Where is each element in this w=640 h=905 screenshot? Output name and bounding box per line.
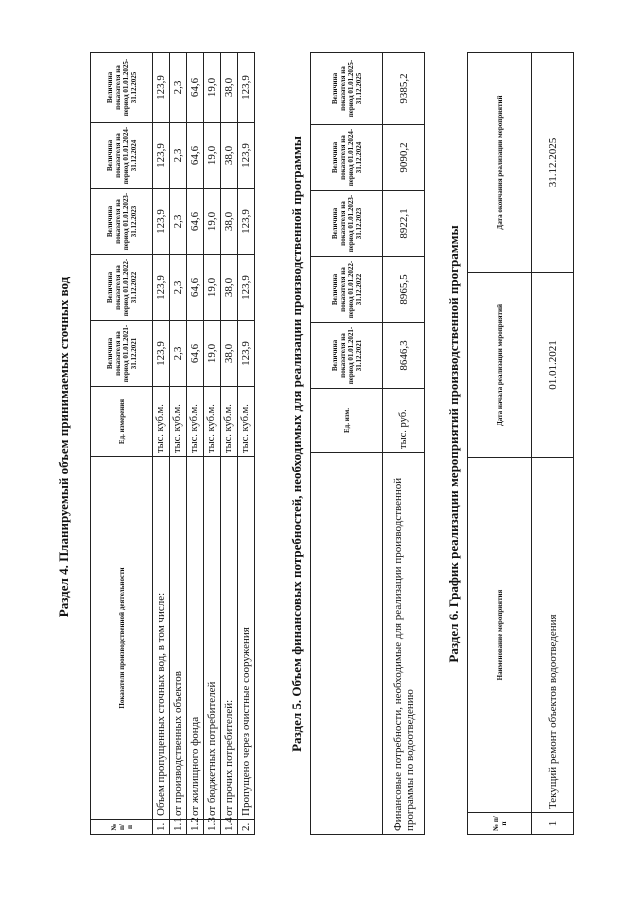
row-value: 9385,2 [383,53,425,125]
row-value: 123,9 [238,53,255,123]
row-value: 2,3 [170,255,187,321]
row-name: от прочих потребителей: [221,457,238,820]
row-value: 2,3 [170,123,187,189]
header-p2023: Величина показателя на период 01.01.2023-31.12.2023 [91,189,153,255]
row-value: 38,0 [221,255,238,321]
row-end: 31.12.2025 [532,53,574,273]
row-unit: тыс. куб.м. [170,387,187,457]
header-p2022: Величина показателя на период 01.01.2022-31.12.2022 [91,255,153,321]
row-value: 64,6 [187,53,204,123]
table-row [532,53,574,835]
section4-header-row [91,53,153,835]
header-p2022: Величина показателя на период 01.01.2022-31.12.2022 [311,257,383,323]
row-value: 64,6 [187,123,204,189]
header-start: Дата начала реализации мероприятий [468,273,532,458]
row-value: 123,9 [238,255,255,321]
section6-header-row [468,53,532,835]
row-value: 123,9 [238,189,255,255]
row-value: 123,9 [153,53,170,123]
row-unit: тыс. куб.м. [238,387,255,457]
row-name: от производственных объектов [170,457,187,820]
header-name-empty [311,453,383,835]
row-value: 19,0 [204,321,221,387]
row-num: 1.2 [187,820,204,835]
section6-table [467,52,574,835]
row-value: 8922,1 [383,191,425,257]
row-name: Финансовые потребности, необходимые для реализации производственной программы по водоотведению [383,453,425,835]
row-value: 123,9 [153,123,170,189]
row-name: от бюджетных потребителей [204,457,221,820]
row-name: от жилищного фонда [187,457,204,820]
row-num: 1. [153,820,170,835]
section5-header-row [311,53,383,835]
header-num: № п/п [468,813,532,835]
row-value: 123,9 [238,123,255,189]
row-unit: тыс. куб.м. [204,387,221,457]
section5-title: Раздел 5. Объем финансовых потребностей, необходимых для реализации производственной программы [289,136,304,752]
header-p2025: Величина показателя на период 01.01.2025-31.12.2025 [311,53,383,125]
row-value: 2,3 [170,321,187,387]
section5-table [310,52,425,835]
table-row [170,53,187,835]
row-value: 38,0 [221,53,238,123]
row-value: 38,0 [221,123,238,189]
header-name: Наименование мероприятия [468,458,532,813]
row-value: 123,9 [153,255,170,321]
row-value: 64,6 [187,255,204,321]
row-value: 123,9 [153,321,170,387]
row-value: 38,0 [221,321,238,387]
header-num: № п/п [91,820,153,835]
section4-title: Раздел 4. Планируемый объем принимаемых сточных вод [56,276,71,618]
table-row [383,53,425,835]
section6-title: Раздел 6. График реализации мероприятий производственной программы [446,225,461,663]
row-num: 1.3 [204,820,221,835]
row-unit: тыс. куб.м. [221,387,238,457]
row-value: 123,9 [153,189,170,255]
table-row [204,53,221,835]
row-value: 9090,2 [383,125,425,191]
table-row [221,53,238,835]
row-value: 64,6 [187,321,204,387]
header-p2025: Величина показателя на период 01.01.2025-31.12.2025 [91,53,153,123]
header-p2023: Величина показателя на период 01.01.2023-31.12.2023 [311,191,383,257]
section4-table [90,52,255,835]
header-indicator: Показатели производственной деятельности [91,457,153,820]
header-end: Дата окончания реализации мероприятий [468,53,532,273]
header-p2021: Величина показателя на период 01.01.2021-31.12.2021 [91,321,153,387]
row-unit: тыс. руб. [383,389,425,453]
table-row [153,53,170,835]
row-unit: тыс. куб.м. [153,387,170,457]
row-start: 01.01.2021 [532,273,574,458]
row-value: 38,0 [221,189,238,255]
header-unit: Ед. изм. [311,389,383,453]
row-name: Текущий ремонт объектов водоотведения [532,458,574,813]
row-value: 2,3 [170,189,187,255]
row-num: 1 [532,813,574,835]
row-value: 19,0 [204,123,221,189]
row-value: 19,0 [204,255,221,321]
header-p2024: Величина показателя на период 01.01.2024-31.12.2024 [311,125,383,191]
row-name: Пропущено через очистные сооружения [238,457,255,820]
row-value: 19,0 [204,53,221,123]
row-value: 2,3 [170,53,187,123]
row-value: 8965,5 [383,257,425,323]
table-row [187,53,204,835]
row-num: 1.4 [221,820,238,835]
row-num: 1.1 [170,820,187,835]
row-value: 19,0 [204,189,221,255]
table-row [238,53,255,835]
header-p2024: Величина показателя на период 01.01.2024-31.12.2024 [91,123,153,189]
row-num: 2. [238,820,255,835]
row-value: 123,9 [238,321,255,387]
row-unit: тыс. куб.м. [187,387,204,457]
header-p2021: Величина показателя на период 01.01.2021-31.12.2021 [311,323,383,389]
row-name: Объем пропущенных сточных вод, в том числе: [153,457,170,820]
row-value: 8646,3 [383,323,425,389]
row-value: 64,6 [187,189,204,255]
header-unit: Ед. измерения [91,387,153,457]
